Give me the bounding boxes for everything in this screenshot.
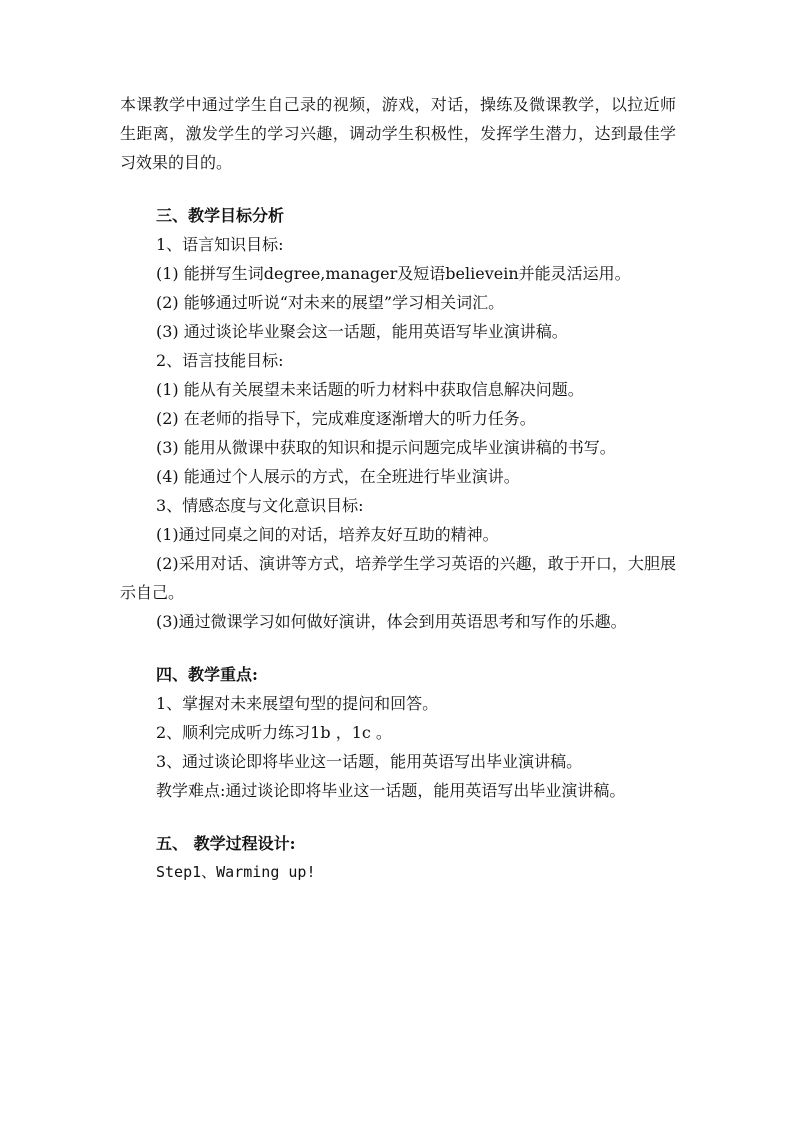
list-item: (3) 能用从微课中获取的知识和提示问题完成毕业演讲稿的书写。	[156, 438, 616, 457]
intro-paragraph: 本课教学中通过学生自己录的视频，游戏，对话，操练及微课教学，以拉近师生距离，激发学生的学习兴趣，调动学生积极性，发挥学生潜力，达到最佳学习效果的目的。	[120, 95, 676, 172]
section-3-heading: 三、教学目标分析	[156, 206, 285, 225]
list-item: (3)通过微课学习如何做好演讲，体会到用英语思考和写作的乐趣。	[156, 612, 627, 631]
list-item: (4) 能通过个人展示的方式，在全班进行毕业演讲。	[156, 467, 520, 486]
step-1-line: Step1、Warming up!	[156, 863, 316, 881]
section-4-heading: 四、教学重点:	[156, 665, 258, 684]
sub-1-heading: 1、语言知识目标:	[156, 235, 284, 254]
list-item: (3) 通过谈论毕业聚会这一话题，能用英语写毕业演讲稿。	[156, 322, 568, 341]
list-item: (2) 能够通过听说“对未来的展望”学习相关词汇。	[156, 293, 505, 312]
list-item: (1)通过同桌之间的对话，培养友好互助的精神。	[156, 525, 499, 544]
document-body	[120, 90, 676, 887]
list-item: 2、顺利完成听力练习1b ，1c 。	[156, 723, 392, 742]
list-item: 1、掌握对未来展望句型的提问和回答。	[156, 694, 439, 713]
sub-3-heading: 3、情感态度与文化意识目标:	[156, 496, 364, 515]
list-item: (1) 能从有关展望未来话题的听力材料中获取信息解决问题。	[156, 380, 584, 399]
list-item: (2)采用对话、演讲等方式，培养学生学习英语的兴趣，敢于开口，大胆展示自己。	[120, 554, 676, 602]
list-item: (1) 能拼写生词degree,manager及短语believein并能灵活运用。	[156, 264, 631, 283]
difficulty-paragraph: 教学难点:通过谈论即将毕业这一话题，能用英语写出毕业演讲稿。	[156, 781, 626, 800]
section-5-heading: 五、 教学过程设计:	[156, 834, 296, 853]
sub-2-heading: 2、语言技能目标:	[156, 351, 284, 370]
list-item: (2) 在老师的指导下，完成难度逐渐增大的听力任务。	[156, 409, 536, 428]
list-item: 3、通过谈论即将毕业这一话题，能用英语写出毕业演讲稿。	[156, 752, 583, 771]
